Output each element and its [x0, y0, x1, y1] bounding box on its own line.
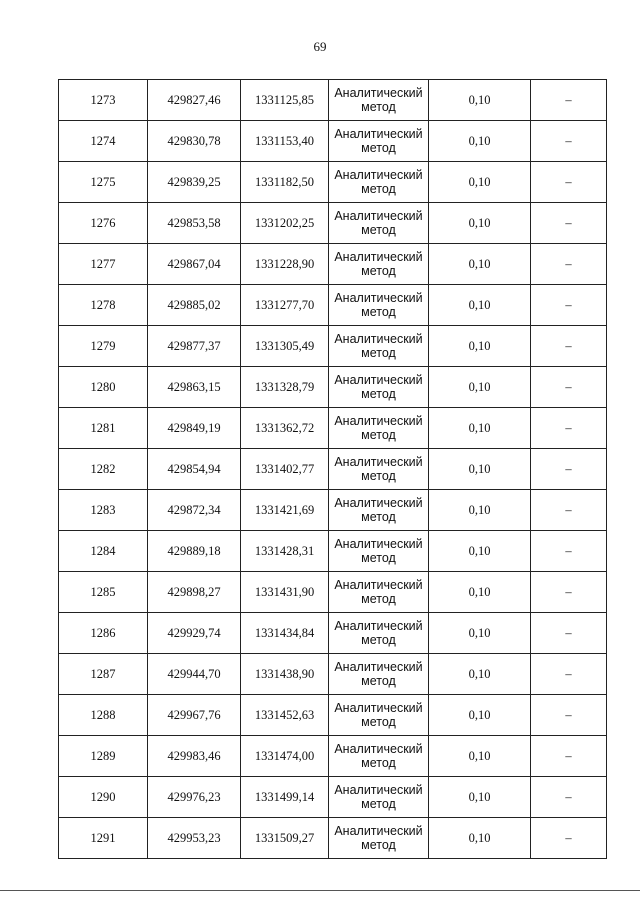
note-cell: – — [531, 162, 607, 203]
y-coordinate-cell: 1331328,79 — [241, 367, 329, 408]
y-coordinate-cell: 1331402,77 — [241, 449, 329, 490]
coordinates-table-body — [59, 80, 607, 859]
table-row — [59, 654, 607, 695]
accuracy-cell: 0,10 — [429, 121, 531, 162]
x-coordinate-cell: 429830,78 — [148, 121, 241, 162]
note-cell: – — [531, 449, 607, 490]
y-coordinate-cell: 1331438,90 — [241, 654, 329, 695]
method-text: Аналитический метод — [334, 250, 423, 278]
method-cell — [329, 777, 429, 818]
y-coordinate-cell: 1331228,90 — [241, 244, 329, 285]
note-cell: – — [531, 818, 607, 859]
accuracy-cell: 0,10 — [429, 490, 531, 531]
method-text: Аналитический метод — [334, 824, 423, 852]
table-row — [59, 121, 607, 162]
x-coordinate-cell: 429885,02 — [148, 285, 241, 326]
point-number-cell: 1278 — [59, 285, 148, 326]
note-cell: – — [531, 695, 607, 736]
bottom-divider — [0, 890, 640, 891]
point-number-cell: 1291 — [59, 818, 148, 859]
x-coordinate-cell: 429839,25 — [148, 162, 241, 203]
y-coordinate-cell: 1331434,84 — [241, 613, 329, 654]
table-row — [59, 162, 607, 203]
accuracy-cell: 0,10 — [429, 367, 531, 408]
accuracy-cell: 0,10 — [429, 449, 531, 490]
table-row — [59, 490, 607, 531]
x-coordinate-cell: 429853,58 — [148, 203, 241, 244]
method-text: Аналитический метод — [334, 373, 423, 401]
note-cell: – — [531, 408, 607, 449]
x-coordinate-cell: 429872,34 — [148, 490, 241, 531]
point-number-cell: 1285 — [59, 572, 148, 613]
point-number-cell: 1287 — [59, 654, 148, 695]
method-cell — [329, 408, 429, 449]
accuracy-cell: 0,10 — [429, 80, 531, 121]
accuracy-cell: 0,10 — [429, 695, 531, 736]
y-coordinate-cell: 1331182,50 — [241, 162, 329, 203]
method-text: Аналитический метод — [334, 619, 423, 647]
method-text: Аналитический метод — [334, 332, 423, 360]
note-cell: – — [531, 777, 607, 818]
accuracy-cell: 0,10 — [429, 777, 531, 818]
method-text: Аналитический метод — [334, 496, 423, 524]
x-coordinate-cell: 429849,19 — [148, 408, 241, 449]
point-number-cell: 1288 — [59, 695, 148, 736]
method-text: Аналитический метод — [334, 537, 423, 565]
note-cell: – — [531, 326, 607, 367]
y-coordinate-cell: 1331305,49 — [241, 326, 329, 367]
x-coordinate-cell: 429976,23 — [148, 777, 241, 818]
table-row — [59, 613, 607, 654]
x-coordinate-cell: 429983,46 — [148, 736, 241, 777]
x-coordinate-cell: 429854,94 — [148, 449, 241, 490]
point-number-cell: 1284 — [59, 531, 148, 572]
table-row — [59, 777, 607, 818]
y-coordinate-cell: 1331509,27 — [241, 818, 329, 859]
accuracy-cell: 0,10 — [429, 613, 531, 654]
accuracy-cell: 0,10 — [429, 285, 531, 326]
method-cell — [329, 326, 429, 367]
x-coordinate-cell: 429877,37 — [148, 326, 241, 367]
x-coordinate-cell: 429889,18 — [148, 531, 241, 572]
table-row — [59, 203, 607, 244]
accuracy-cell: 0,10 — [429, 203, 531, 244]
point-number-cell: 1290 — [59, 777, 148, 818]
y-coordinate-cell: 1331362,72 — [241, 408, 329, 449]
point-number-cell: 1273 — [59, 80, 148, 121]
table-row — [59, 818, 607, 859]
y-coordinate-cell: 1331428,31 — [241, 531, 329, 572]
y-coordinate-cell: 1331499,14 — [241, 777, 329, 818]
y-coordinate-cell: 1331421,69 — [241, 490, 329, 531]
point-number-cell: 1276 — [59, 203, 148, 244]
method-cell — [329, 654, 429, 695]
accuracy-cell: 0,10 — [429, 326, 531, 367]
point-number-cell: 1274 — [59, 121, 148, 162]
table-row — [59, 449, 607, 490]
method-cell — [329, 613, 429, 654]
method-cell — [329, 80, 429, 121]
page-number: 69 — [313, 39, 327, 54]
method-text: Аналитический метод — [334, 291, 423, 319]
table-row — [59, 572, 607, 613]
x-coordinate-cell: 429827,46 — [148, 80, 241, 121]
accuracy-cell: 0,10 — [429, 654, 531, 695]
point-number-cell: 1286 — [59, 613, 148, 654]
method-text: Аналитический метод — [334, 209, 423, 237]
method-cell — [329, 449, 429, 490]
x-coordinate-cell: 429898,27 — [148, 572, 241, 613]
point-number-cell: 1277 — [59, 244, 148, 285]
y-coordinate-cell: 1331452,63 — [241, 695, 329, 736]
coordinates-table — [58, 79, 607, 859]
point-number-cell: 1281 — [59, 408, 148, 449]
y-coordinate-cell: 1331474,00 — [241, 736, 329, 777]
table-row — [59, 244, 607, 285]
method-cell — [329, 736, 429, 777]
y-coordinate-cell: 1331277,70 — [241, 285, 329, 326]
method-cell — [329, 121, 429, 162]
accuracy-cell: 0,10 — [429, 736, 531, 777]
method-text: Аналитический метод — [334, 578, 423, 606]
method-cell — [329, 162, 429, 203]
method-text: Аналитический метод — [334, 742, 423, 770]
y-coordinate-cell: 1331153,40 — [241, 121, 329, 162]
point-number-cell: 1283 — [59, 490, 148, 531]
x-coordinate-cell: 429953,23 — [148, 818, 241, 859]
method-text: Аналитический метод — [334, 86, 423, 114]
note-cell: – — [531, 285, 607, 326]
table-row — [59, 695, 607, 736]
point-number-cell: 1279 — [59, 326, 148, 367]
note-cell: – — [531, 654, 607, 695]
note-cell: – — [531, 736, 607, 777]
table-row — [59, 531, 607, 572]
accuracy-cell: 0,10 — [429, 531, 531, 572]
method-cell — [329, 244, 429, 285]
table-row — [59, 326, 607, 367]
note-cell: – — [531, 80, 607, 121]
note-cell: – — [531, 572, 607, 613]
point-number-cell: 1275 — [59, 162, 148, 203]
point-number-cell: 1289 — [59, 736, 148, 777]
method-cell — [329, 490, 429, 531]
table-row — [59, 285, 607, 326]
note-cell: – — [531, 613, 607, 654]
point-number-cell: 1282 — [59, 449, 148, 490]
method-cell — [329, 203, 429, 244]
accuracy-cell: 0,10 — [429, 162, 531, 203]
method-text: Аналитический метод — [334, 455, 423, 483]
table-row — [59, 408, 607, 449]
table-row — [59, 367, 607, 408]
note-cell: – — [531, 121, 607, 162]
x-coordinate-cell: 429967,76 — [148, 695, 241, 736]
x-coordinate-cell: 429867,04 — [148, 244, 241, 285]
note-cell: – — [531, 244, 607, 285]
accuracy-cell: 0,10 — [429, 408, 531, 449]
note-cell: – — [531, 490, 607, 531]
method-text: Аналитический метод — [334, 168, 423, 196]
accuracy-cell: 0,10 — [429, 572, 531, 613]
method-text: Аналитический метод — [334, 127, 423, 155]
method-cell — [329, 695, 429, 736]
y-coordinate-cell: 1331125,85 — [241, 80, 329, 121]
x-coordinate-cell: 429929,74 — [148, 613, 241, 654]
note-cell: – — [531, 367, 607, 408]
table-row — [59, 736, 607, 777]
method-cell — [329, 572, 429, 613]
point-number-cell: 1280 — [59, 367, 148, 408]
note-cell: – — [531, 203, 607, 244]
method-cell — [329, 285, 429, 326]
method-text: Аналитический метод — [334, 783, 423, 811]
y-coordinate-cell: 1331431,90 — [241, 572, 329, 613]
table-row — [59, 80, 607, 121]
note-cell: – — [531, 531, 607, 572]
method-cell — [329, 367, 429, 408]
method-cell — [329, 531, 429, 572]
method-text: Аналитический метод — [334, 701, 423, 729]
method-text: Аналитический метод — [334, 414, 423, 442]
accuracy-cell: 0,10 — [429, 244, 531, 285]
method-text: Аналитический метод — [334, 660, 423, 688]
method-cell — [329, 818, 429, 859]
x-coordinate-cell: 429863,15 — [148, 367, 241, 408]
y-coordinate-cell: 1331202,25 — [241, 203, 329, 244]
x-coordinate-cell: 429944,70 — [148, 654, 241, 695]
accuracy-cell: 0,10 — [429, 818, 531, 859]
